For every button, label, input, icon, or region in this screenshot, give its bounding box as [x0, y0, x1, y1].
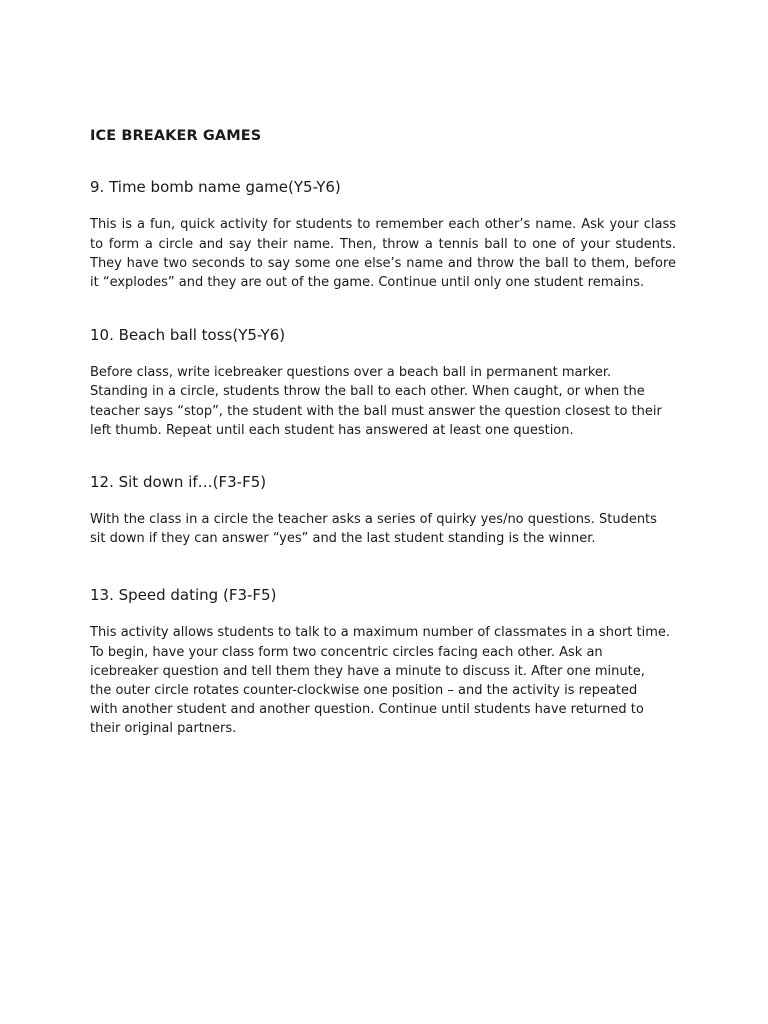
body-line: This activity allows students to talk to a maximum number of classmates in a short time. — [90, 625, 671, 641]
document-page — [90, 128, 676, 739]
body-line: sit down if they can answer “yes” and the last student standing is the winner. — [90, 531, 596, 547]
body-line: the outer circle rotates counter-clockwise one position – and the activity is repeated — [90, 683, 638, 699]
body-line: left thumb. Repeat until each student has answered at least one question. — [90, 422, 574, 438]
section-time-bomb-name-game — [90, 178, 676, 292]
section-body — [90, 510, 676, 548]
section-sit-down-if — [90, 473, 676, 548]
section-body — [90, 623, 676, 738]
document-title: ICE BREAKER GAMES — [90, 128, 262, 144]
body-line: With the class in a circle the teacher asks a series of quirky yes/no questions. Students — [90, 512, 657, 528]
body-line: teacher says “stop”, the student with the ball must answer the question closest to their — [90, 403, 662, 419]
section-beach-ball-toss — [90, 326, 676, 440]
body-line: To begin, have your class form two concentric circles facing each other. Ask an — [90, 644, 603, 660]
body-line: their original partners. — [90, 721, 237, 737]
body-line: Before class, write icebreaker questions over a beach ball in permanent marker. — [90, 365, 612, 381]
section-body: This is a fun, quick activity for students to remember each other’s name. Ask your class to form a circle and say their name. Then, throw a tennis ball to one of your students. They have two seconds to say some one else’s name and throw the ball to them, before it “explodes” and they are out of the game. Continue until only one student remains. — [90, 217, 676, 290]
section-heading: 9. Time bomb name game(Y5-Y6) — [90, 178, 341, 197]
body-line: Standing in a circle, students throw the ball to each other. When caught, or when the — [90, 384, 645, 400]
body-line: with another student and another question. Continue until students have returned to — [90, 702, 644, 718]
section-speed-dating — [90, 586, 676, 738]
section-body — [90, 363, 676, 440]
body-line: icebreaker question and tell them they have a minute to discuss it. After one minute, — [90, 663, 645, 679]
section-heading: 13. Speed dating (F3-F5) — [90, 586, 277, 605]
section-heading: 12. Sit down if…(F3-F5) — [90, 473, 267, 492]
section-heading: 10. Beach ball toss(Y5-Y6) — [90, 326, 286, 345]
